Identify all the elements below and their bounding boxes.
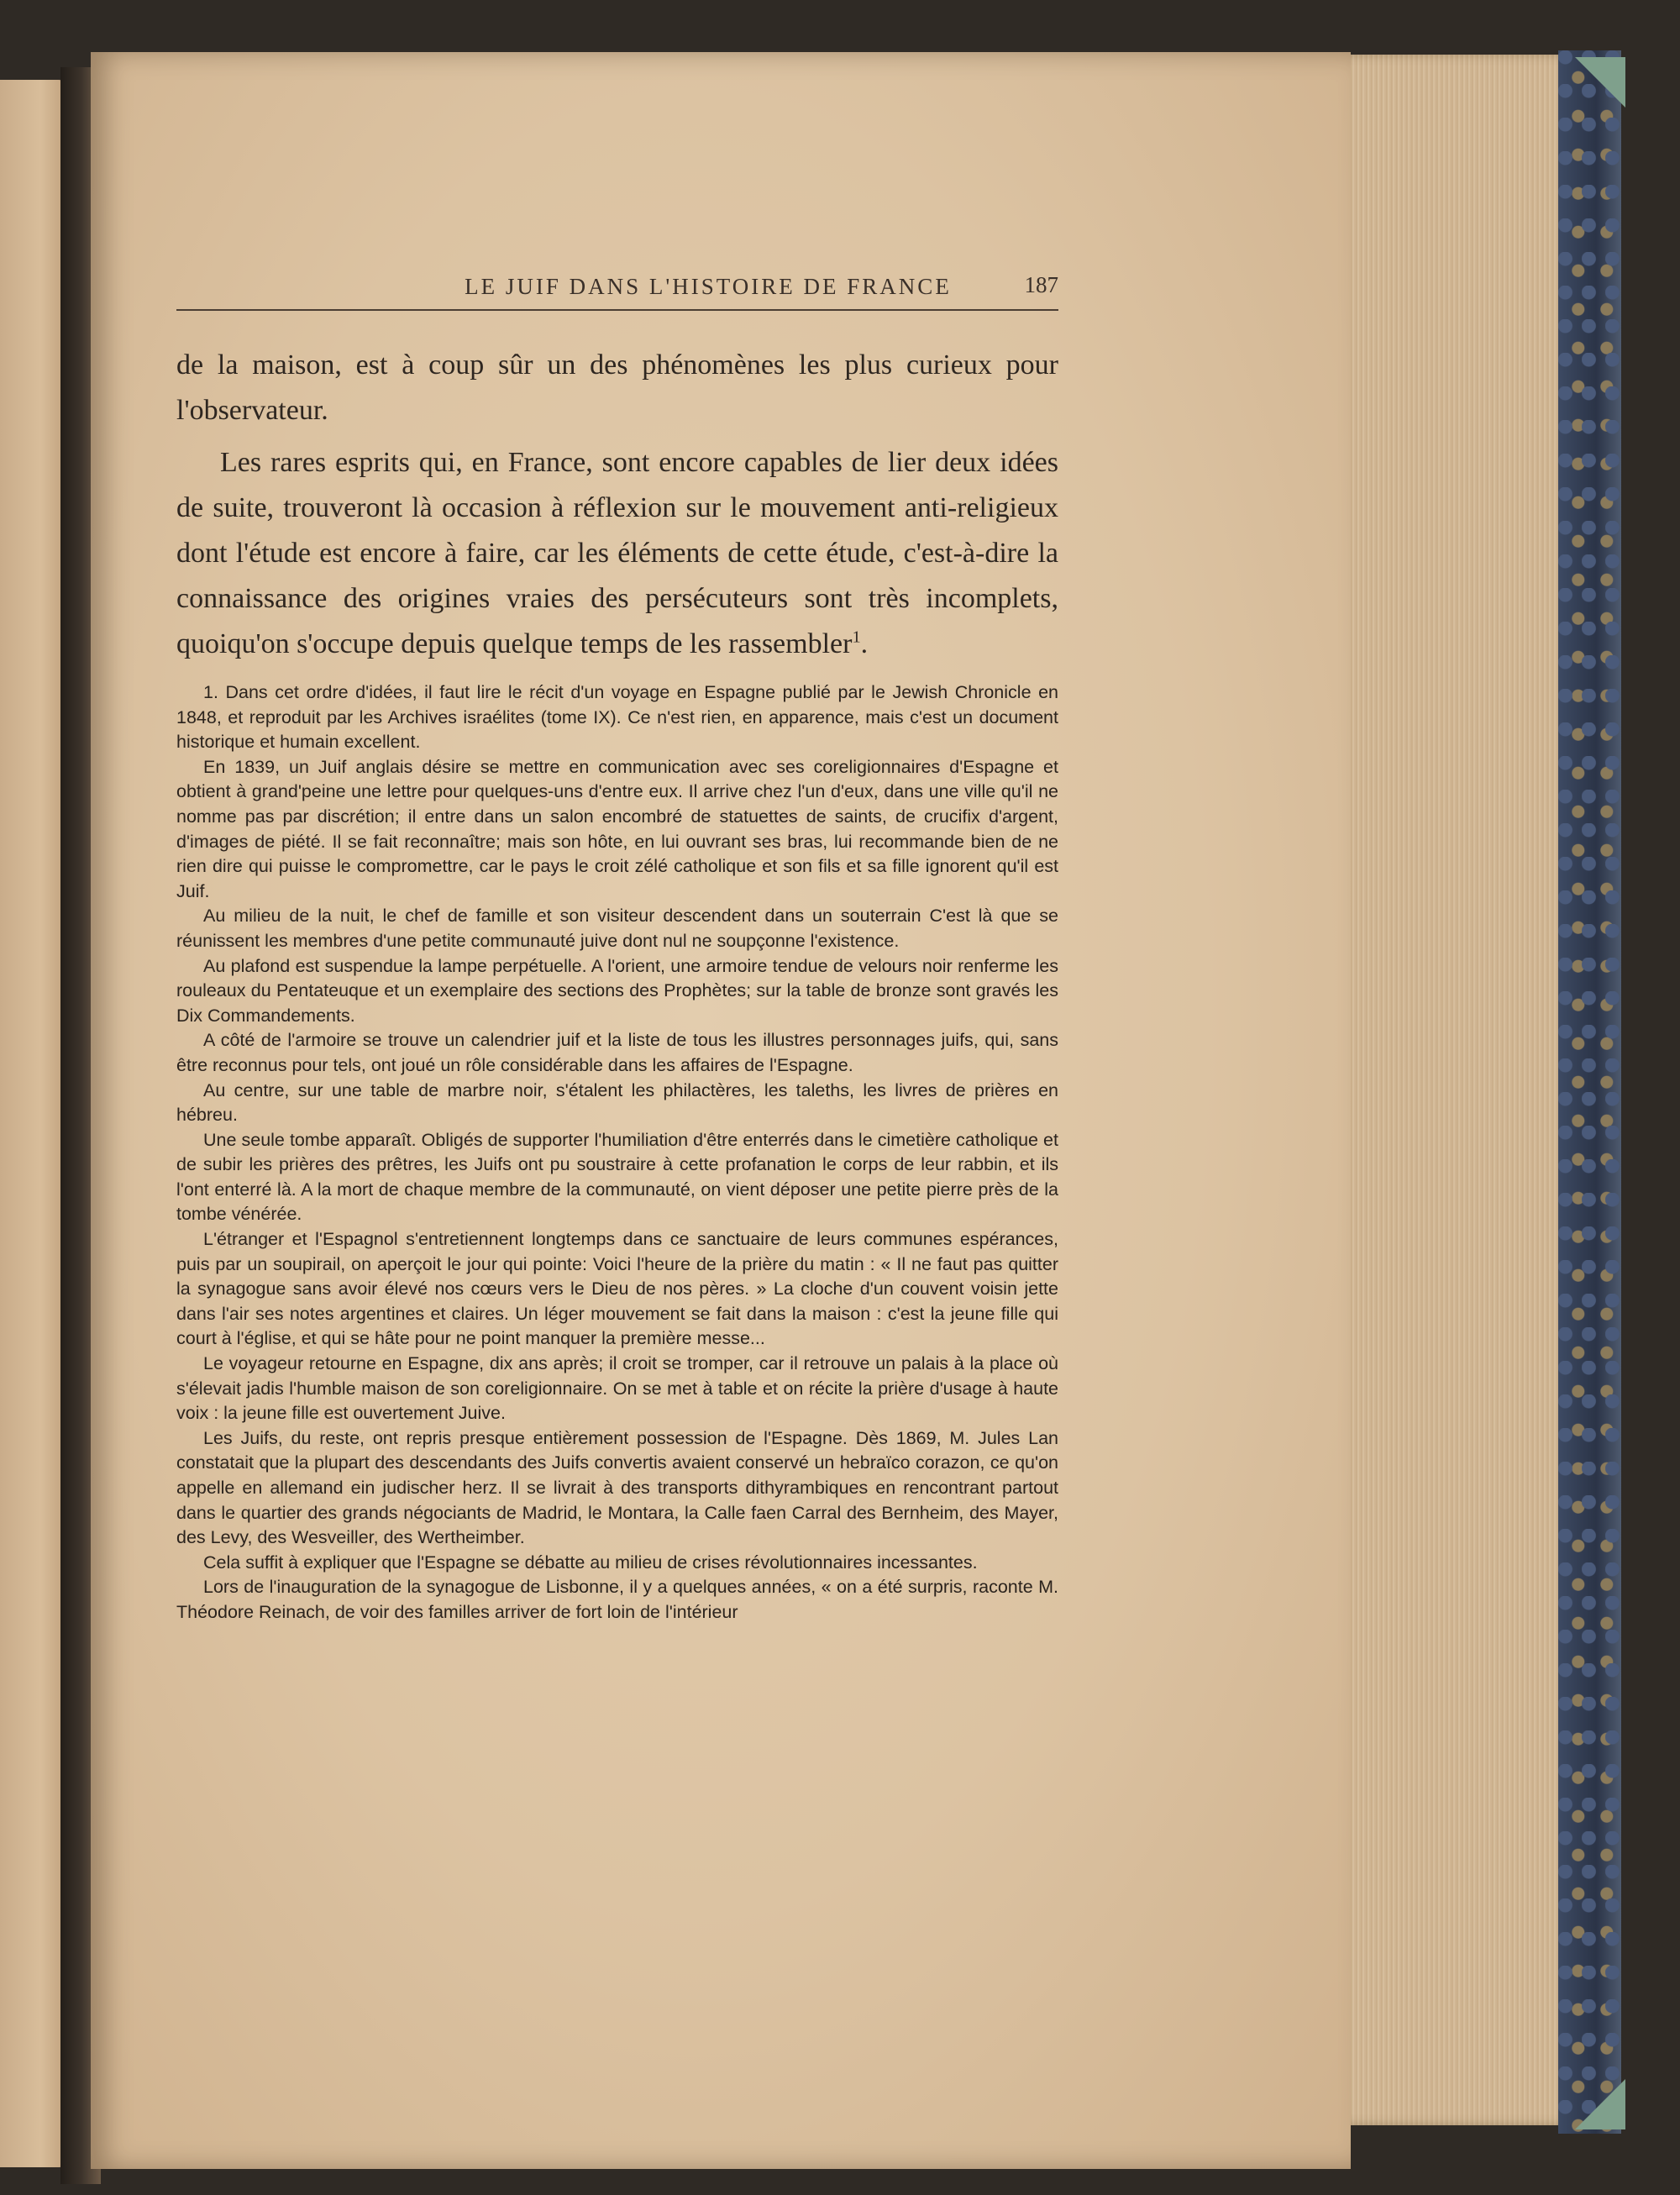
header-rule (176, 309, 1058, 311)
paragraph-continued: de la maison, est à coup sûr un des phénomènes les plus curieux pour l'observateur. (176, 349, 1058, 426)
paragraph-end: . (860, 628, 869, 659)
footnote-paragraph: Lors de l'inauguration de la synagogue de Lisbonne, il y a quelques années, « on a été surpris, raconte M. Théodore Reinach, de voir des familles arriver de fort loin de l'intérieur (176, 1577, 1058, 1622)
page-number: 187 (1024, 272, 1058, 297)
paragraph-text: Les rares esprits qui, en France, sont encore capables de lier deux idées de suite, trouveront là occasion à réflexion sur le mouvement anti-religieux dont l'étude est encore à faire, car les éléments de cette étude, c'est-à-dire la connaissance des origines vraies des persécuteurs sont très incomplets, quoiqu'on s'occupe depuis quelque temps de les rassembler (176, 447, 1058, 659)
footnote-paragraph: A côté de l'armoire se trouve un calendrier juif et la liste de tous les illustres personnages juifs, qui, sans être reconnus pour tels, ont joué un rôle considérable dans les affaires de l'Espagne. (176, 1030, 1058, 1075)
footnote-paragraph: Cela suffit à expliquer que l'Espagne se débatte au milieu de crises révolutionnaires incessantes. (203, 1552, 978, 1573)
footnote-block (176, 680, 1058, 1814)
footnote-paragraph: Une seule tombe apparaît. Obligés de supporter l'humiliation d'être enterrés dans le cimetière catholique et de subir les prières des prêtres, les Juifs ont pu soustraire à cette profanation le corps de leur rabbin, et ils l'ont enterré là. A la mort de chaque membre de la communauté, on vient déposer une petite pierre près de la tombe vénérée. (176, 1129, 1058, 1225)
main-text (176, 343, 1058, 667)
footnote-paragraph: Les Juifs, du reste, ont repris presque entièrement possession de l'Espagne. Dès 1869, M. Jules Lan constatait que la plupart des descendants des Juifs convertis avaient conservé un hebraïco corazon, ce qu'on appelle en allemand ein judischer herz. Il se livrait à des transports dithyrambiques en rencontrant partout dans le quartier des grands négociants de Madrid, le Montara, la Calle faen Carral des Bernheim, des Mayer, des Levy, des Wesveiller, des Wertheimber. (176, 1427, 1058, 1548)
footnote-paragraph: Le voyageur retourne en Espagne, dix ans après; il croit se tromper, car il retrouve un palais à la place où s'élevait jadis l'humble maison de son coreligionnaire. On se met à table et on récite la prière d'usage à haute voix : la jeune fille est ouvertement Juive. (176, 1353, 1058, 1424)
paragraph (176, 440, 1058, 667)
footnote-paragraph: En 1839, un Juif anglais désire se mettre en communication avec ses coreligionnaires d'Espagne et obtient à grand'peine une lettre pour quelques-uns d'entre eux. Il arrive chez l'un d'eux, dans une ville qu'il ne nomme pas par discrétion; il entre dans un salon encombré de statuettes de saints, de crucifix d'argent, d'images de piété. Il se fait reconnaître; mais son hôte, en lui ouvrant ses bras, lui recommande bien de ne rien dire qui puisse le compromettre, car le pays le croit zélé catholique et son fils et sa fille ignorent qu'il est Juif. (176, 756, 1058, 901)
footnote-1: 1. Dans cet ordre d'idées, il faut lire le récit d'un voyage en Espagne publié par le Jewish Chronicle en 1848, et reproduit par les Archives israélites (tome IX). Ce n'est rien, en apparence, mais c'est un document historique et humain excellent. (176, 682, 1058, 753)
running-head: LE JUIF DANS L'HISTOIRE DE FRANCE (465, 274, 952, 299)
footnote-paragraph: Au centre, sur une table de marbre noir, s'étalent les philactères, les taleths, les livres de prières en hébreu. (176, 1079, 1058, 1126)
footnote-paragraph: Au milieu de la nuit, le chef de famille et son visiteur descendent dans un souterrain C'est là que se réunissent les membres d'une petite communauté juive dont nul ne soupçonne l'existence. (176, 906, 1058, 951)
left-page-edge (0, 80, 67, 2167)
page-block-edges (1315, 55, 1571, 2125)
footnote-paragraph: L'étranger et l'Espagnol s'entretiennent longtemps dans ce sanctuaire de leurs communes espérances, puis par un soupirail, on aperçoit le jour qui pointe: Voici l'heure de la prière du matin : « Il ne faut pas quitter la synagogue sans avoir élevé nos cœurs vers le Dieu de nos pères. » La cloche d'un couvent voisin jette dans l'air ses notes argentines et claires. Un léger mouvement se fait dans la maison : c'est la jeune fille qui court à l'église, et qui se hâte pour ne point manquer la première messe... (176, 1229, 1058, 1349)
marbled-cover-board (1558, 50, 1621, 2134)
footnote-reference: 1 (852, 628, 861, 647)
footnote-paragraph: Au plafond est suspendue la lampe perpétuelle. A l'orient, une armoire tendue de velours noir renferme les rouleaux du Pentateuque et un exemplaire des sections des Prophètes; sur la table de bronze sont gravés les Dix Commandements. (176, 955, 1058, 1026)
